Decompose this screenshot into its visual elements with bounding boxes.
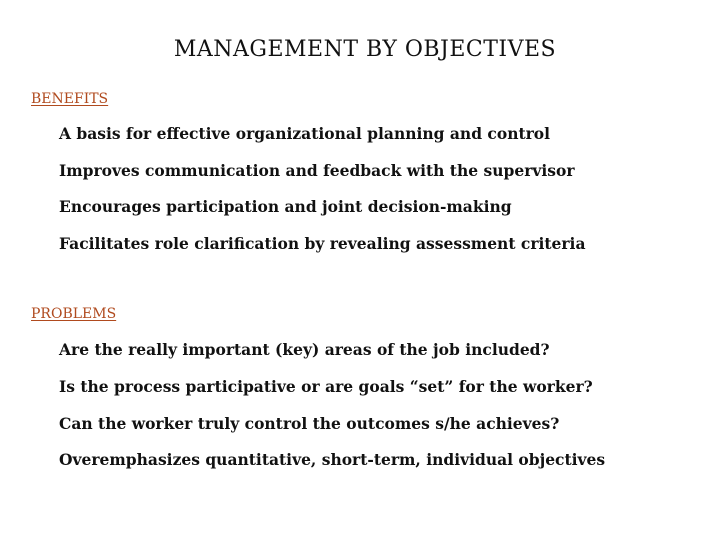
benefit-item: A basis for effective organizational planning and control bbox=[59, 124, 551, 143]
problem-item: Overemphasizes quantitative, short-term, individual objectives bbox=[59, 450, 606, 469]
benefit-item: Encourages participation and joint decision-making bbox=[59, 197, 512, 216]
problem-item: Can the worker truly control the outcomes s/he achieves? bbox=[59, 414, 560, 433]
problem-item: Are the really important (key) areas of the job included? bbox=[59, 340, 550, 359]
benefit-item: Improves communication and feedback with the supervisor bbox=[59, 161, 575, 180]
problems-heading: PROBLEMS bbox=[31, 306, 117, 322]
benefit-item: Facilitates role clarification by revealing assessment criteria bbox=[59, 234, 586, 253]
slide-title: MANAGEMENT BY OBJECTIVES bbox=[173, 37, 557, 62]
benefits-heading: BENEFITS bbox=[31, 91, 109, 107]
problem-item: Is the process participative or are goals “set” for the worker? bbox=[59, 377, 593, 396]
